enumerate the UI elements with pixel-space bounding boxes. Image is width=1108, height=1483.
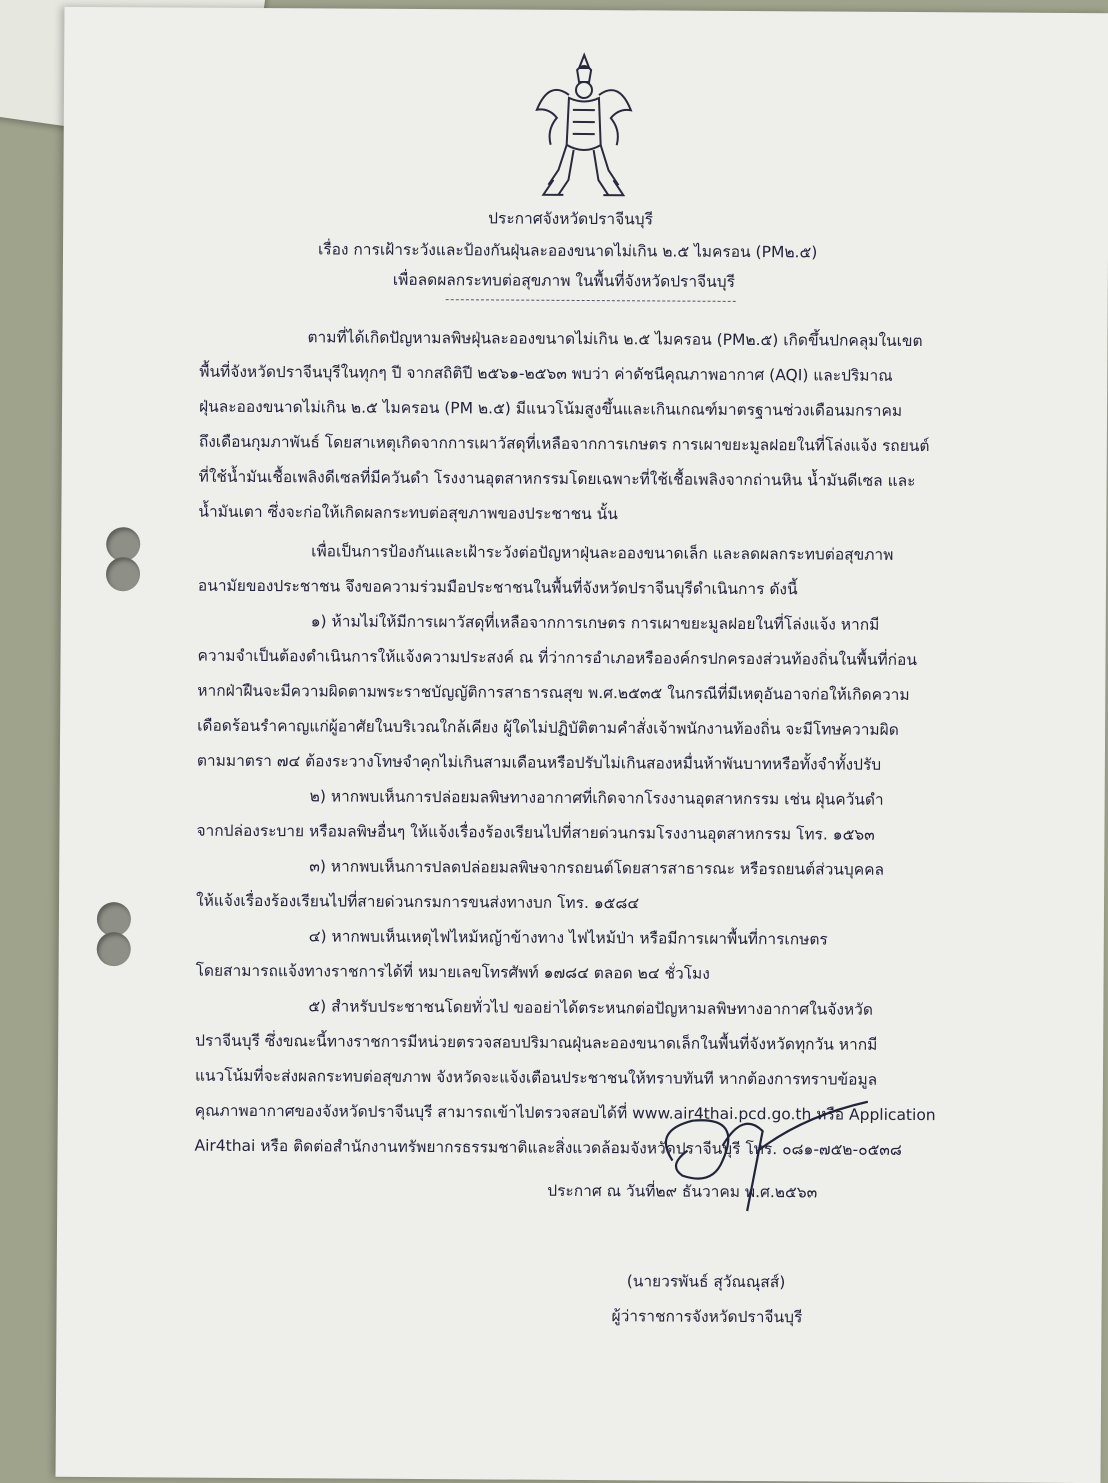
handwritten-signature <box>632 1090 913 1232</box>
body-line: ที่ใช้น้ำมันเชื้อเพลิงดีเซลที่มีควันดำ โรงงานอุตสาหกรรมโดยเฉพาะที่ใช้เชื้อเพลิงจากถ่านหิน น้ำมันดีเซล และ <box>198 467 916 491</box>
body-line: Air4thai หรือ ติดต่อสำนักงานทรัพยากรธรรมชาติและสิ่งแวดล้อมจังหวัดปราจีนบุรี โทร. ๐๘๑-๗๕๒-๐๕๓๘ <box>194 1136 902 1159</box>
body-line: ๔) หากพบเห็นเหตุไฟไหม้หญ้าข้างทาง ไฟไหม้ป่า หรือมีการเผาพื้นที่การเกษตร <box>308 927 828 949</box>
body-line: ให้แจ้งเรื่องร้องเรียนไปที่สายด่วนกรมการขนส่งทางบก โทร. ๑๕๘๔ <box>195 891 640 913</box>
body-line: น้ำมันเตา ซึ่งจะก่อให้เกิดผลกระทบต่อสุขภาพของประชาชน นั้น <box>198 502 618 524</box>
body-line: เดือดร้อนรำคาญแก่ผู้อาศัยในบริเวณใกล้เคียง ผู้ใดไม่ปฏิบัติตามคำสั่งเจ้าพนักงานท้องถิ่น จะมีโทษความผิด <box>197 716 899 739</box>
signer-title: ผู้ว่าราชการจังหวัดปราจีนบุรี <box>611 1307 803 1327</box>
body-line: หากฝ่าฝืนจะมีความผิดตามพระราชบัญญัติการสาธารณสุข พ.ศ.๒๕๓๕ ในกรณีที่มีเหตุอันอาจก่อให้เกิดความ <box>197 681 910 704</box>
body-line: ปราจีนบุรี ซึ่งขณะนี้ทางราชการมีหน่วยตรวจสอบปริมาณฝุ่นละอองขนาดเล็กในพื้นที่จังหวัดทุกวัน หากมี <box>195 1031 878 1054</box>
body-line: ตามที่ได้เกิดปัญหามลพิษฝุ่นละอองขนาดไม่เกิน ๒.๕ ไมครอน (PM๒.๕) เกิดขึ้นปกคลุมในเขต <box>307 328 923 351</box>
garuda-emblem <box>528 50 639 201</box>
announcement-subject: เรื่อง การเฝ้าระวังและป้องกันฝุ่นละอองขนาดไม่เกิน ๒.๕ ไมครอน (PM๒.๕) <box>317 240 818 262</box>
announcement-page <box>56 7 1108 1483</box>
body-line: คุณภาพอากาศของจังหวัดปราจีนบุรี สามารถเข้าไปตรวจสอบได้ที่ www.air4thai.pcd.go.th หรือ Application <box>194 1101 936 1125</box>
body-line: ฝุ่นละอองขนาดไม่เกิน ๒.๕ ไมครอน (PM ๒.๕) มีแนวโน้มสูงขึ้นและเกินเกณฑ์มาตรฐานช่วงเดือนมกราคม <box>199 397 903 420</box>
body-line: พื้นที่จังหวัดปราจีนบุรีในทุกๆ ปี จากสถิติปี ๒๕๖๑-๒๕๖๓ พบว่า ค่าดัชนีคุณภาพอากาศ (AQI) และปริมาณ <box>199 362 893 385</box>
body-line: ตามมาตรา ๗๔ ต้องระวางโทษจำคุกไม่เกินสามเดือนหรือปรับไม่เกินสองหมื่นห้าพันบาทหรือทั้งจำทั้งปรับ <box>196 751 882 774</box>
body-line: จากปล่องระบาย หรือมลพิษอื่นๆ ให้แจ้งเรื่องร้องเรียนไปที่สายด่วนกรมโรงงานอุตสาหกรรม โทร. ๑๕๖๓ <box>196 821 875 844</box>
body-line: ความจำเป็นต้องดำเนินการให้แจ้งความประสงค์ ณ ที่ว่าการอำเภอหรือองค์กรปกครองส่วนท้องถิ่นในพื้นที่ก่อน <box>197 646 918 670</box>
header-divider <box>446 299 736 302</box>
body-line: ๒) หากพบเห็นการปล่อยมลพิษทางอากาศที่เกิดจากโรงงานอุตสาหกรรม เช่น ฝุ่นควันดำ <box>309 787 884 809</box>
punch-hole <box>97 902 131 936</box>
announcement-date: ประกาศ ณ วันที่๒๙ ธันวาคม พ.ศ.๒๕๖๓ <box>547 1181 818 1202</box>
punch-hole <box>97 932 131 966</box>
signer-name: (นายวรพันธ์ สุวัณณุสส์) <box>626 1272 786 1292</box>
punch-hole <box>106 557 140 591</box>
punch-hole <box>106 527 140 561</box>
body-line: แนวโน้มที่จะส่งผลกระทบต่อสุขภาพ จังหวัดจะแจ้งเตือนประชาชนให้ทราบทันที หากต้องการทราบข้อมูล <box>194 1066 878 1089</box>
announcement-title: ประกาศจังหวัดปราจีนบุรี <box>488 209 654 229</box>
announcement-subject-line2: เพื่อลดผลกระทบต่อสุขภาพ ในพื้นที่จังหวัดปราจีนบุรี <box>392 270 735 291</box>
body-line: โดยสามารถแจ้งทางราชการได้ที่ หมายเลขโทรศัพท์ ๑๗๘๔ ตลอด ๒๔ ชั่วโมง <box>195 961 710 983</box>
body-line: ๕) สำหรับประชาชนโดยทั่วไป ขออย่าได้ตระหนกต่อปัญหามลพิษทางอากาศในจังหวัด <box>308 997 873 1019</box>
body-line: เพื่อเป็นการป้องกันและเฝ้าระวังต่อปัญหาฝุ่นละอองขนาดเล็ก และลดผลกระทบต่อสุขภาพ <box>311 542 894 564</box>
body-line: ถึงเดือนกุมภาพันธ์ โดยสาเหตุเกิดจากการเผาวัสดุที่เหลือจากการเกษตร การเผาขยะมูลฝอยในที่โล่งแจ้ง รถยนต์ <box>198 432 930 456</box>
body-line: อนามัยของประชาชน จึงขอความร่วมมือประชาชนในพื้นที่จังหวัดปราจีนบุรีดำเนินการ ดังนี้ <box>197 576 798 599</box>
body-line: ๓) หากพบเห็นการปลดปล่อยมลพิษจากรถยนต์โดยสารสาธารณะ หรือรถยนต์ส่วนบุคคล <box>309 857 885 879</box>
body-line: ๑) ห้ามไม่ให้มีการเผาวัสดุที่เหลือจากการเกษตร การเผาขยะมูลฝอยในที่โล่งแจ้ง หากมี <box>310 612 880 634</box>
